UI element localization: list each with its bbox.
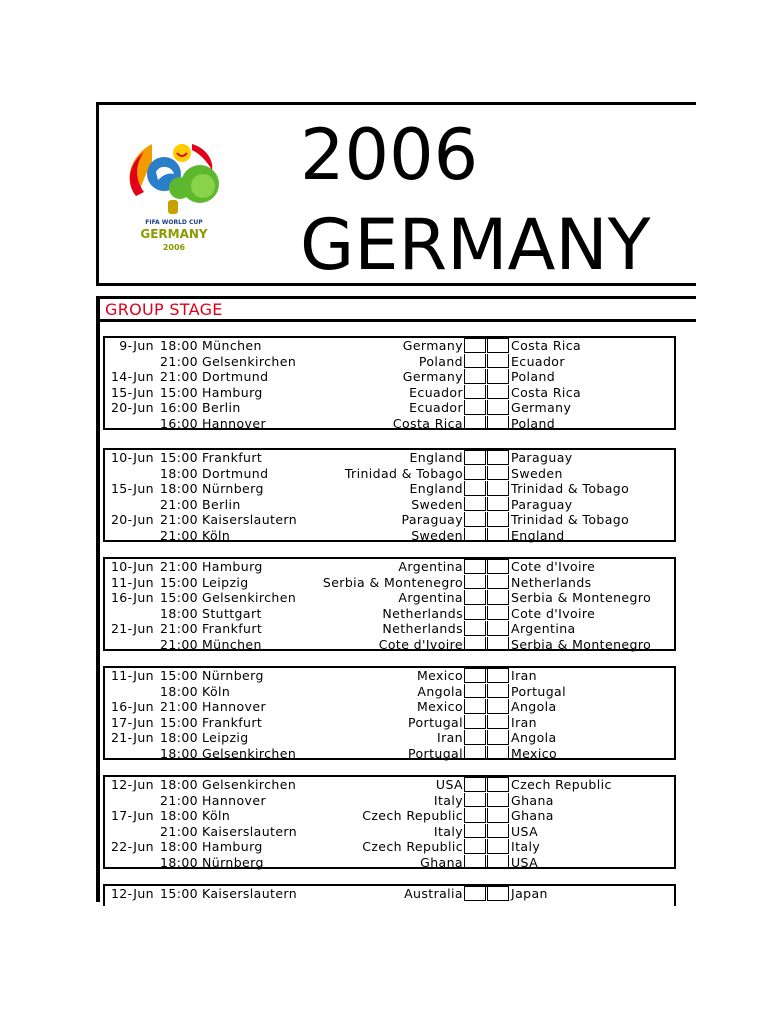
match-row	[105, 497, 674, 513]
away-team: England	[511, 527, 565, 543]
match-row	[105, 808, 674, 824]
match-city: München	[202, 338, 262, 353]
away-team: Poland	[511, 415, 556, 431]
away-score-box[interactable]	[487, 621, 509, 636]
home-team: Angola	[417, 683, 463, 699]
match-city: Frankfurt	[202, 621, 263, 636]
match-city: Hamburg	[202, 384, 263, 400]
home-score-box[interactable]	[464, 512, 486, 527]
match-row	[105, 481, 674, 497]
away-team: Argentina	[511, 621, 576, 636]
match-row	[105, 715, 674, 731]
away-team: Paraguay	[511, 450, 573, 465]
away-team: Italy	[511, 839, 541, 854]
match-date: 20-Jun	[110, 512, 154, 527]
match-time: 21:00	[160, 559, 199, 574]
away-team: Poland	[511, 369, 556, 384]
away-score-box[interactable]	[487, 481, 509, 496]
match-row	[105, 621, 674, 637]
group-table	[103, 336, 676, 430]
match-row	[105, 668, 674, 684]
match-time: 21:00	[160, 527, 199, 543]
home-team: Portugal	[408, 714, 463, 730]
match-city: Leipzig	[202, 730, 249, 745]
away-score-box[interactable]	[487, 715, 509, 730]
home-team: Germany	[402, 338, 463, 353]
away-score-box[interactable]	[487, 338, 509, 353]
home-team: Mexico	[416, 668, 463, 683]
home-team: Czech Republic	[362, 808, 463, 823]
match-row	[105, 746, 674, 762]
match-row	[105, 575, 674, 591]
away-team: Costa Rica	[511, 384, 582, 400]
match-date: 22-Jun	[110, 839, 154, 854]
home-team: England	[409, 481, 463, 496]
stage-divider	[96, 319, 696, 322]
away-score-box[interactable]	[487, 855, 509, 870]
home-team: Portugal	[408, 745, 463, 761]
home-score-box[interactable]	[464, 590, 486, 605]
match-time: 21:00	[160, 621, 199, 636]
logo-text-top: FIFA WORLD CUP	[145, 219, 203, 226]
match-city: Köln	[202, 527, 231, 543]
score-box-top-line	[464, 668, 509, 669]
home-score-box[interactable]	[464, 369, 486, 384]
group-table	[103, 884, 676, 906]
home-team: Netherlands	[382, 605, 463, 621]
match-city: München	[202, 636, 262, 652]
away-score-box[interactable]	[487, 466, 509, 481]
match-time: 18:00	[160, 839, 199, 854]
home-score-box[interactable]	[464, 699, 486, 714]
match-city: Stuttgart	[202, 605, 262, 621]
away-team: Angola	[511, 730, 557, 745]
match-city: Köln	[202, 683, 231, 699]
away-team: Czech Republic	[511, 777, 612, 792]
logo-text-mid: GERMANY	[140, 227, 208, 241]
away-team: Iran	[511, 668, 538, 683]
match-row	[105, 590, 674, 606]
match-row	[105, 385, 674, 401]
title-country: GERMANY	[300, 204, 651, 286]
match-row	[105, 400, 674, 416]
match-city: Nürnberg	[202, 481, 264, 496]
match-date: 17-Jun	[110, 714, 154, 730]
away-score-box[interactable]	[487, 668, 509, 683]
away-team: Netherlands	[511, 574, 592, 590]
away-score-box[interactable]	[487, 528, 509, 543]
match-time: 15:00	[160, 450, 199, 465]
match-time: 21:00	[160, 823, 199, 839]
away-score-box[interactable]	[487, 450, 509, 465]
match-date: 11-Jun	[110, 668, 154, 683]
home-score-box[interactable]	[464, 684, 486, 699]
away-team: Portugal	[511, 683, 566, 699]
away-team: Germany	[511, 400, 572, 415]
match-time: 18:00	[160, 777, 199, 792]
home-score-box[interactable]	[464, 715, 486, 730]
away-score-box[interactable]	[487, 575, 509, 590]
away-score-box[interactable]	[487, 730, 509, 745]
home-score-box[interactable]	[464, 481, 486, 496]
home-team: Poland	[418, 353, 463, 369]
match-row	[105, 559, 674, 575]
score-box-top-line	[464, 777, 509, 778]
home-score-box[interactable]	[464, 808, 486, 823]
match-city: Frankfurt	[202, 450, 263, 465]
match-date: 17-Jun	[110, 808, 154, 823]
away-team: Iran	[511, 714, 538, 730]
away-score-box[interactable]	[487, 512, 509, 527]
match-date: 9-Jun	[119, 338, 154, 353]
match-city: Gelsenkirchen	[202, 590, 297, 605]
away-team: Cote d'Ivoire	[511, 559, 596, 574]
match-row	[105, 886, 674, 902]
match-date: 11-Jun	[110, 574, 154, 590]
match-city: Kaiserslautern	[202, 886, 298, 901]
home-score-box[interactable]	[464, 400, 486, 415]
match-city: Nürnberg	[202, 854, 264, 870]
match-city: Dortmund	[202, 369, 269, 384]
fifa-world-cup-2006-logo	[122, 134, 226, 256]
group-table	[103, 775, 676, 869]
away-score-box[interactable]	[487, 497, 509, 512]
match-time: 18:00	[160, 745, 199, 761]
match-time: 16:00	[160, 415, 199, 431]
match-time: 21:00	[160, 636, 199, 652]
away-team: Trinidad & Tobago	[511, 481, 630, 496]
away-team: Costa Rica	[511, 338, 582, 353]
score-box-top-line	[464, 886, 509, 887]
away-score-box[interactable]	[487, 637, 509, 652]
away-score-box[interactable]	[487, 354, 509, 369]
match-time: 18:00	[160, 465, 199, 481]
away-team: Ecuador	[511, 353, 565, 369]
home-team: Iran	[436, 730, 463, 745]
home-team: Czech Republic	[362, 839, 463, 854]
away-score-box[interactable]	[487, 369, 509, 384]
match-date: 16-Jun	[110, 590, 154, 605]
away-score-box[interactable]	[487, 606, 509, 621]
away-team: Ghana	[511, 792, 554, 808]
home-score-box[interactable]	[464, 886, 486, 901]
match-row	[105, 777, 674, 793]
match-city: Dortmund	[202, 465, 269, 481]
home-score-box[interactable]	[464, 354, 486, 369]
match-city: Hannover	[202, 792, 266, 808]
home-team: Italy	[433, 792, 463, 808]
match-date: 16-Jun	[110, 699, 154, 714]
match-row	[105, 637, 674, 653]
away-score-box[interactable]	[487, 699, 509, 714]
away-team: Sweden	[511, 465, 563, 481]
away-score-box[interactable]	[487, 886, 509, 901]
match-row	[105, 839, 674, 855]
away-team: USA	[511, 854, 539, 870]
match-time: 21:00	[160, 496, 199, 512]
away-team: Paraguay	[511, 496, 573, 512]
home-score-box[interactable]	[464, 777, 486, 792]
match-date: 21-Jun	[110, 621, 154, 636]
match-city: Berlin	[202, 400, 241, 415]
match-time: 18:00	[160, 683, 199, 699]
home-team: Cote d'Ivoire	[378, 636, 463, 652]
home-score-box[interactable]	[464, 466, 486, 481]
score-box-top-line	[464, 338, 509, 339]
home-score-box[interactable]	[464, 528, 486, 543]
match-time: 21:00	[160, 369, 199, 384]
match-date: 12-Jun	[110, 777, 154, 792]
home-team: Paraguay	[401, 512, 463, 527]
home-team: Ghana	[420, 854, 463, 870]
home-team: Germany	[402, 369, 463, 384]
away-score-box[interactable]	[487, 746, 509, 761]
match-time: 18:00	[160, 338, 199, 353]
match-date: 12-Jun	[110, 886, 154, 901]
home-score-box[interactable]	[464, 637, 486, 652]
match-time: 15:00	[160, 714, 199, 730]
away-team: Angola	[511, 699, 557, 714]
match-time: 18:00	[160, 808, 199, 823]
match-row	[105, 855, 674, 871]
match-time: 15:00	[160, 590, 199, 605]
match-time: 21:00	[160, 699, 199, 714]
match-row	[105, 793, 674, 809]
match-date: 14-Jun	[110, 369, 154, 384]
home-team: Serbia & Montenegro	[322, 574, 463, 590]
home-score-box[interactable]	[464, 824, 486, 839]
match-date: 21-Jun	[110, 730, 154, 745]
match-city: Berlin	[202, 496, 241, 512]
match-row	[105, 450, 674, 466]
match-city: Hamburg	[202, 559, 263, 574]
page-title	[300, 110, 651, 290]
home-team: Mexico	[416, 699, 463, 714]
match-date: 15-Jun	[110, 384, 154, 400]
home-team: USA	[435, 777, 463, 792]
home-team: Argentina	[398, 590, 463, 605]
home-team: Trinidad & Tobago	[344, 465, 463, 481]
match-time: 15:00	[160, 668, 199, 683]
group-table	[103, 448, 676, 542]
home-team: Australia	[404, 886, 463, 901]
match-row	[105, 338, 674, 354]
home-score-box[interactable]	[464, 621, 486, 636]
match-city: Kaiserslautern	[202, 512, 298, 527]
away-team: Serbia & Montenegro	[511, 590, 652, 605]
home-score-box[interactable]	[464, 839, 486, 854]
away-score-box[interactable]	[487, 559, 509, 574]
away-team: USA	[511, 823, 539, 839]
match-time: 15:00	[160, 886, 199, 901]
match-city: Leipzig	[202, 574, 249, 590]
home-score-box[interactable]	[464, 450, 486, 465]
away-score-box[interactable]	[487, 777, 509, 792]
match-row	[105, 606, 674, 622]
away-score-box[interactable]	[487, 400, 509, 415]
match-time: 21:00	[160, 353, 199, 369]
match-time: 21:00	[160, 792, 199, 808]
home-team: Sweden	[411, 527, 463, 543]
away-score-box[interactable]	[487, 793, 509, 808]
home-score-box[interactable]	[464, 338, 486, 353]
match-row	[105, 369, 674, 385]
match-row	[105, 730, 674, 746]
away-score-box[interactable]	[487, 684, 509, 699]
match-time: 18:00	[160, 730, 199, 745]
match-row	[105, 528, 674, 544]
home-team: Ecuador	[409, 400, 463, 415]
away-team: Ghana	[511, 808, 554, 823]
match-date: 10-Jun	[110, 559, 154, 574]
home-score-box[interactable]	[464, 575, 486, 590]
match-time: 21:00	[160, 512, 199, 527]
match-row	[105, 466, 674, 482]
home-team: Ecuador	[409, 384, 463, 400]
match-city: Hamburg	[202, 839, 263, 854]
home-score-box[interactable]	[464, 606, 486, 621]
match-city: Nürnberg	[202, 668, 264, 683]
match-row	[105, 512, 674, 528]
match-time: 16:00	[160, 400, 199, 415]
match-date: 10-Jun	[110, 450, 154, 465]
home-team: Sweden	[411, 496, 463, 512]
home-score-box[interactable]	[464, 668, 486, 683]
away-score-box[interactable]	[487, 808, 509, 823]
match-city: Gelsenkirchen	[202, 745, 297, 761]
match-date: 15-Jun	[110, 481, 154, 496]
match-row	[105, 416, 674, 432]
group-table	[103, 557, 676, 651]
away-score-box[interactable]	[487, 385, 509, 400]
away-score-box[interactable]	[487, 824, 509, 839]
logo-text-bottom: 2006	[162, 243, 186, 252]
match-city: Gelsenkirchen	[202, 777, 297, 792]
away-score-box[interactable]	[487, 590, 509, 605]
home-score-box[interactable]	[464, 746, 486, 761]
score-box-top-line	[464, 559, 509, 560]
match-row	[105, 354, 674, 370]
home-score-box[interactable]	[464, 497, 486, 512]
title-year: 2006	[300, 114, 479, 196]
match-time: 15:00	[160, 384, 199, 400]
match-city: Hannover	[202, 415, 266, 431]
away-team: Serbia & Montenegro	[511, 636, 652, 652]
home-score-box[interactable]	[464, 855, 486, 870]
away-score-box[interactable]	[487, 416, 509, 431]
home-team: Italy	[433, 823, 463, 839]
away-team: Cote d'Ivoire	[511, 605, 596, 621]
match-time: 18:00	[160, 605, 199, 621]
match-row	[105, 824, 674, 840]
home-score-box[interactable]	[464, 730, 486, 745]
match-city: Kaiserslautern	[202, 823, 298, 839]
home-team: Netherlands	[382, 621, 463, 636]
home-team: Argentina	[398, 559, 463, 574]
group-stage-title: GROUP STAGE	[105, 300, 223, 319]
score-box-top-line	[464, 450, 509, 451]
away-score-box[interactable]	[487, 839, 509, 854]
match-row	[105, 684, 674, 700]
match-city: Hannover	[202, 699, 266, 714]
home-score-box[interactable]	[464, 559, 486, 574]
group-table	[103, 666, 676, 760]
away-team: Japan	[511, 886, 548, 901]
match-city: Köln	[202, 808, 231, 823]
match-city: Gelsenkirchen	[202, 353, 297, 369]
match-time: 15:00	[160, 574, 199, 590]
match-date: 20-Jun	[110, 400, 154, 415]
home-team: England	[409, 450, 463, 465]
home-team: Costa Rica	[392, 415, 463, 431]
match-city: Frankfurt	[202, 714, 263, 730]
match-time: 18:00	[160, 481, 199, 496]
home-score-box[interactable]	[464, 793, 486, 808]
match-row	[105, 699, 674, 715]
home-score-box[interactable]	[464, 416, 486, 431]
match-time: 18:00	[160, 854, 199, 870]
home-score-box[interactable]	[464, 385, 486, 400]
away-team: Mexico	[511, 745, 558, 761]
away-team: Trinidad & Tobago	[511, 512, 630, 527]
